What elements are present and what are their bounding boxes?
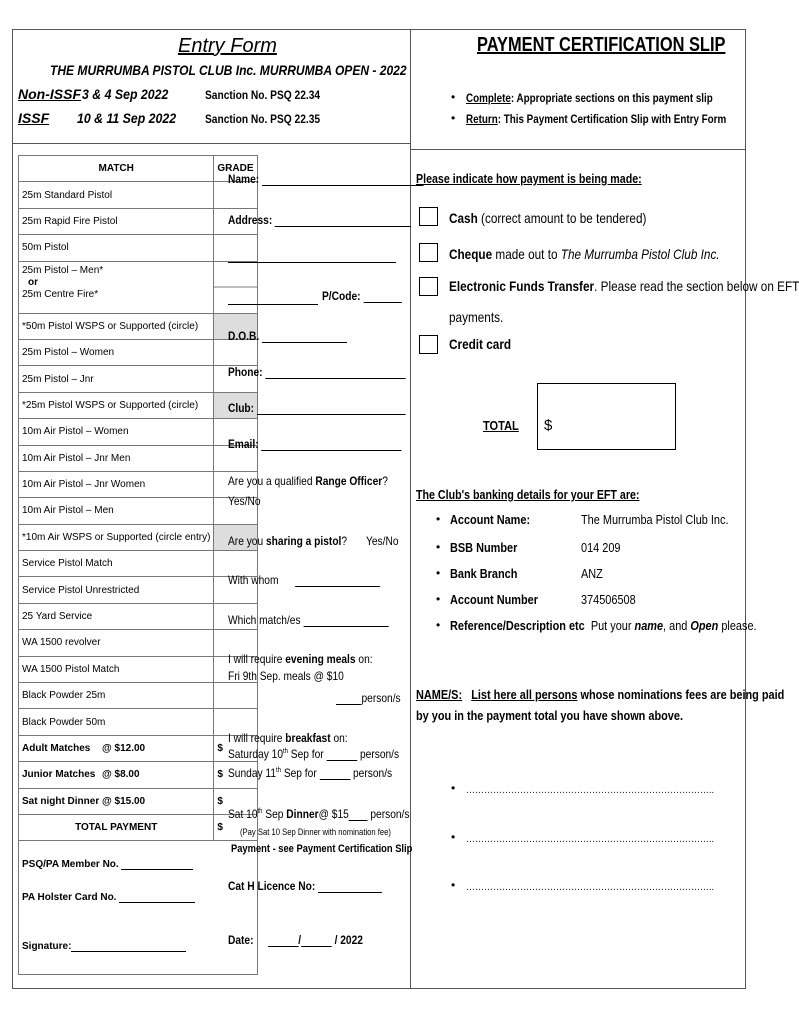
fee-price: @ $8.00 <box>102 769 140 781</box>
fee-name <box>19 762 214 788</box>
total-payment-row <box>19 814 258 840</box>
payment-method-heading: Please indicate how payment is being made: <box>416 171 642 186</box>
eft-checkbox[interactable] <box>419 277 438 296</box>
match-name-secondary: 25m Centre Fire* <box>22 288 99 300</box>
grade-cell[interactable] <box>214 261 257 313</box>
cat-h-label: Cat H Licence No: <box>228 879 316 893</box>
date-field[interactable]: Date: / / 2022 <box>228 933 363 947</box>
table-row <box>19 366 258 392</box>
eft-option: Electronic Funds Transfer. Please read the section below on EFT <box>449 278 799 294</box>
holster-card-field[interactable] <box>22 892 254 903</box>
match-name: Service Pistol Match <box>19 551 214 577</box>
signature-label: Signature: <box>22 941 72 953</box>
fee-price: @ $12.00 <box>102 743 146 754</box>
fee-amount-cell[interactable]: $ <box>214 762 257 788</box>
entry-form-title: Entry Form <box>178 35 277 57</box>
match-name: 25m Standard Pistol <box>19 182 214 208</box>
grade-cell[interactable] <box>214 339 257 365</box>
payment-header-divider <box>410 149 746 150</box>
dinner-note: (Pay Sat 10 Sep Dinner with nomination fee) <box>240 827 391 837</box>
range-officer-question: Are you a qualified Range Officer? <box>228 474 388 488</box>
email-label: Email: <box>228 437 259 451</box>
banking-value: ANZ <box>581 566 603 581</box>
cheque-checkbox[interactable] <box>419 243 438 262</box>
table-row <box>19 630 258 656</box>
match-name: 25m Rapid Fire Pistol <box>19 208 214 234</box>
non-issf-dates: 3 & 4 Sep 2022 <box>82 86 169 102</box>
fee-row <box>19 788 258 814</box>
total-box[interactable] <box>537 383 676 450</box>
table-row <box>19 445 258 471</box>
match-name: 10m Air Pistol – Jnr Women <box>19 471 214 497</box>
phone-label: Phone: <box>228 365 263 379</box>
fee-price: @ $15.00 <box>102 795 146 807</box>
with-whom-label: With whom <box>228 573 279 587</box>
sunday-breakfast-field[interactable]: Sunday 11th Sep for person/s <box>228 766 393 780</box>
fee-row <box>19 762 258 788</box>
dob-field[interactable] <box>228 329 347 343</box>
bullet-icon: • <box>436 618 441 632</box>
address-line-2[interactable] <box>228 262 396 263</box>
psq-member-label: PSQ/PA Member No. <box>22 859 119 871</box>
holster-card-label: PA Holster Card No. <box>22 892 117 904</box>
grade-cell[interactable] <box>214 235 257 261</box>
table-row <box>19 683 258 709</box>
cash-option: Cash (correct amount to be tendered) <box>449 210 647 226</box>
phone-field[interactable] <box>228 365 406 379</box>
name-label: Name: <box>228 172 260 186</box>
banking-label: Account Name: <box>450 512 531 527</box>
club-label: Club: <box>228 401 255 415</box>
fee-row <box>19 735 258 761</box>
banking-heading: The Club's banking details for your EFT are: <box>416 487 640 502</box>
issf-sanction: Sanction No. PSQ 22.35 <box>205 112 321 126</box>
which-matches-field[interactable] <box>228 613 388 627</box>
match-name: *10m Air WSPS or Supported (circle entry) <box>19 524 214 550</box>
cat-h-licence-field[interactable] <box>228 879 382 893</box>
match-name: 10m Air Pistol – Men <box>19 498 214 524</box>
table-row <box>19 235 258 261</box>
fee-amount-cell[interactable]: $ <box>214 788 257 814</box>
fee-name <box>19 788 214 814</box>
table-row <box>19 656 258 682</box>
reference-item: Reference/Description etc Put your name, and Open please. <box>450 618 757 633</box>
address-field[interactable] <box>228 213 411 227</box>
email-field[interactable] <box>228 437 402 451</box>
grade-header: GRADE <box>214 156 257 182</box>
name-entry-line-3[interactable]: ……………………………………………………………………….. <box>466 882 715 893</box>
bullet-icon: • <box>451 111 456 125</box>
names-instruction: NAME/S: List here all persons whose nominations fees are being paid <box>416 687 785 702</box>
total-payment-label: TOTAL PAYMENT <box>19 814 214 840</box>
match-name: Black Powder 25m <box>19 683 214 709</box>
name-entry-line-1[interactable]: ……………………………………………………………………….. <box>466 785 715 796</box>
eft-option-cont: payments. <box>449 309 504 325</box>
which-matches-label: Which match/es <box>228 613 301 627</box>
fee-label: Adult Matches <box>22 743 91 754</box>
table-row <box>19 498 258 524</box>
evening-meals-question: I will require evening meals on: <box>228 652 373 666</box>
address-label: Address: <box>228 213 273 227</box>
match-name: Service Pistol Unrestricted <box>19 577 214 603</box>
club-field[interactable] <box>228 401 406 415</box>
sharing-pistol-yesno[interactable]: Yes/No <box>366 534 399 548</box>
match-name: Black Powder 50m <box>19 709 214 735</box>
cheque-option: Cheque made out to The Murrumba Pistol Club Inc. <box>449 246 720 262</box>
bullet-icon: • <box>436 566 441 580</box>
table-row <box>19 339 258 365</box>
grade-cell[interactable] <box>214 683 257 709</box>
sharing-pistol-question: Are you sharing a pistol? <box>228 534 348 548</box>
match-table <box>18 155 258 975</box>
address-line-3[interactable] <box>228 304 318 305</box>
match-name: 25m Pistol – Women <box>19 339 214 365</box>
issf-dates: 10 & 11 Sep 2022 <box>77 110 177 126</box>
range-officer-yesno[interactable]: Yes/No <box>228 494 261 508</box>
credit-card-checkbox[interactable] <box>419 335 438 354</box>
evening-meals-detail: Fri 9th Sep. meals @ $10 <box>228 669 344 683</box>
table-row <box>19 261 258 313</box>
fee-label: Sat night Dinner <box>22 795 100 807</box>
bullet-icon: • <box>451 878 456 892</box>
bullet-icon: • <box>436 592 441 606</box>
match-name: 25m Pistol – Jnr <box>19 366 214 392</box>
bullet-icon: • <box>451 781 456 795</box>
table-row <box>19 182 258 208</box>
match-name <box>19 261 214 313</box>
bullet-icon: • <box>436 540 441 554</box>
match-name: WA 1500 Pistol Match <box>19 656 214 682</box>
match-name: 10m Air Pistol – Jnr Men <box>19 445 214 471</box>
table-header-row <box>19 156 258 182</box>
dob-label: D.O.B. <box>228 329 260 343</box>
match-name: 50m Pistol <box>19 235 214 261</box>
saturday-breakfast-field[interactable]: Saturday 10th Sep for person/s <box>228 747 400 761</box>
match-name: 25 Yard Service <box>19 603 214 629</box>
total-box-edge <box>537 383 538 450</box>
match-name: WA 1500 revolver <box>19 630 214 656</box>
banking-value: 014 209 <box>581 540 621 555</box>
banking-label: BSB Number <box>450 540 518 555</box>
names-instruction-2: by you in the payment total you have shown above. <box>416 708 683 723</box>
name-entry-line-2[interactable]: ……………………………………………………………………….. <box>466 834 715 845</box>
return-instruction: Return: This Payment Certification Slip with Entry Form <box>466 112 727 126</box>
with-whom-field[interactable] <box>228 573 380 587</box>
dinner-field[interactable]: Sat 10th Sep Dinner@ $15 person/s <box>228 807 410 821</box>
match-name: *25m Pistol WSPS or Supported (circle) <box>19 392 214 418</box>
banking-label: Bank Branch <box>450 566 518 581</box>
banking-value: 374506508 <box>581 592 636 607</box>
total-payment-cell[interactable]: $ <box>214 814 257 840</box>
complete-instruction: Complete: Appropriate sections on this payment slip <box>466 91 713 105</box>
match-header: MATCH <box>19 156 214 182</box>
banking-value: The Murrumba Pistol Club Inc. <box>581 512 729 527</box>
total-currency: $ <box>544 417 553 434</box>
match-name: *50m Pistol WSPS or Supported (circle) <box>19 313 214 339</box>
bullet-icon: • <box>451 90 456 104</box>
pcode-label: P/Code: <box>322 289 361 303</box>
table-row <box>19 313 258 339</box>
total-label: TOTAL <box>483 418 519 433</box>
fee-amount-cell[interactable]: $ <box>214 735 257 761</box>
table-row <box>19 577 258 603</box>
psq-member-field[interactable] <box>22 859 254 870</box>
table-row <box>19 524 258 550</box>
signature-field[interactable] <box>22 941 254 952</box>
evening-persons-label: person/s <box>361 691 401 705</box>
fee-label: Junior Matches <box>22 769 96 781</box>
payment-slip-title: PAYMENT CERTIFICATION SLIP <box>477 34 726 56</box>
table-row <box>19 471 258 497</box>
match-name-primary: 25m Pistol – Men* <box>22 264 104 276</box>
header-divider <box>12 143 410 144</box>
match-name: 10m Air Pistol – Women <box>19 419 214 445</box>
fee-name <box>19 735 214 761</box>
non-issf-sanction: Sanction No. PSQ 22.34 <box>205 88 321 102</box>
club-heading: THE MURRUMBA PISTOL CLUB Inc. MURRUMBA OPEN - 2022 <box>50 62 407 78</box>
table-row <box>19 709 258 735</box>
bullet-icon: • <box>436 512 441 526</box>
issf-label: ISSF <box>18 110 50 126</box>
table-row <box>19 419 258 445</box>
table-row <box>19 208 258 234</box>
bullet-icon: • <box>451 830 456 844</box>
pcode-field[interactable] <box>322 289 402 303</box>
breakfast-question: I will require breakfast on: <box>228 731 348 745</box>
date-label: Date: <box>228 933 254 947</box>
member-details-row <box>19 841 258 975</box>
non-issf-label: Non-ISSF <box>18 86 81 102</box>
name-field[interactable] <box>228 172 424 186</box>
banking-label: Account Number <box>450 592 538 607</box>
evening-persons-field[interactable] <box>336 691 401 705</box>
table-row <box>19 551 258 577</box>
match-name-or: or <box>28 276 38 288</box>
cash-checkbox[interactable] <box>419 207 438 226</box>
payment-note: Payment - see Payment Certification Slip <box>231 843 413 855</box>
table-row <box>19 392 258 418</box>
table-row <box>19 603 258 629</box>
credit-card-option: Credit card <box>449 336 512 352</box>
